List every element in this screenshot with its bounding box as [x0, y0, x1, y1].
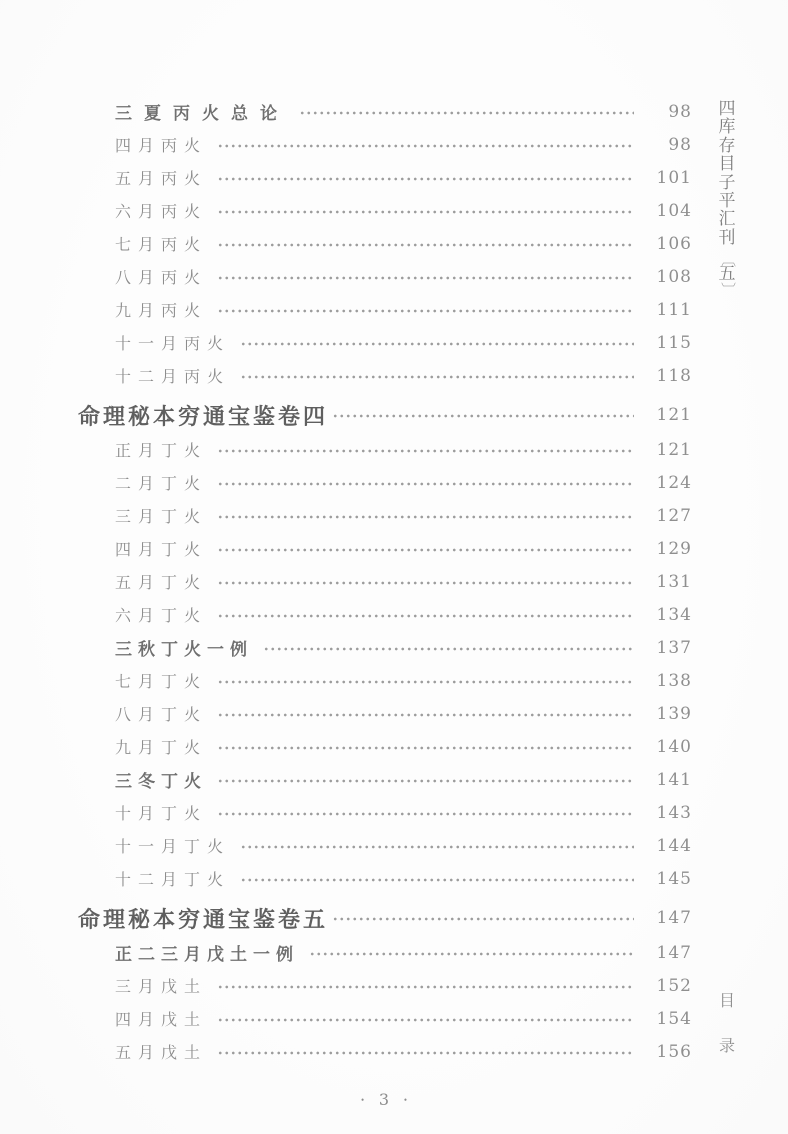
toc-entry-label: 十二月丁火: [115, 872, 231, 889]
toc-entry-page-number: 121: [656, 405, 692, 425]
toc-entry-page-number: 141: [656, 769, 692, 790]
footer-page-number: 3: [378, 1090, 390, 1109]
vertical-char: 目: [718, 993, 735, 1010]
dot-leader: [217, 481, 634, 487]
toc-entry-page-number: 145: [656, 868, 692, 889]
dot-leader: [217, 613, 634, 619]
toc-entry-label: 正二三月戊土一例: [115, 945, 299, 964]
toc-entry-row: [78, 598, 692, 631]
toc-entry-row: [78, 128, 692, 161]
dot-leader: [240, 341, 634, 347]
dot-leader: [217, 580, 634, 586]
toc-entry-row: [78, 763, 692, 796]
toc-entry-row: [78, 95, 692, 128]
dot-leader: [217, 778, 634, 784]
toc-entry-page-number: 98: [668, 134, 692, 155]
dot-leader: [217, 1017, 634, 1023]
toc-entry-label: 十一月丁火: [115, 839, 231, 856]
vertical-char: 〔: [719, 252, 736, 268]
toc-entry-page-number: 134: [656, 604, 692, 625]
toc-entry-label: 三月戊土: [115, 979, 208, 996]
dot-leader: [217, 143, 634, 149]
vertical-char: 汇: [718, 209, 736, 229]
toc-entry-page-number: 127: [656, 505, 692, 526]
toc-entry-label: 正月丁火: [115, 443, 208, 460]
toc-entry-row: [78, 433, 692, 466]
toc-entry-row: [78, 730, 692, 763]
dot-leader: [217, 448, 634, 454]
dot-leader: [217, 984, 634, 990]
toc-entry-page-number: 108: [656, 266, 692, 287]
toc-entry-page-number: 147: [656, 942, 692, 963]
dot-leader: [217, 811, 634, 817]
toc-entry-row: [78, 565, 692, 598]
toc-entry-label: 四月丙火: [115, 138, 208, 155]
toc-entry-label: 六月丙火: [115, 204, 208, 221]
dot-leader: [240, 877, 634, 883]
toc-entry-row: [78, 532, 692, 565]
toc-entry-label: 六月丁火: [115, 608, 208, 625]
toc-list: [78, 95, 692, 1068]
vertical-char: 〕: [719, 281, 736, 297]
vertical-char: 平: [718, 190, 736, 210]
toc-entry-row: [78, 466, 692, 499]
toc-entry-label: 九月丙火: [115, 303, 208, 320]
toc-entry-label: 七月丁火: [115, 674, 208, 691]
toc-entry-page-number: 137: [656, 637, 692, 658]
toc-entry-row: [78, 1035, 692, 1068]
toc-entry-label: 二月丁火: [115, 476, 208, 493]
vertical-char: 五: [718, 264, 736, 284]
dot-leader: [217, 712, 634, 718]
vertical-char: 目: [718, 154, 736, 174]
footer-left-dot: •: [361, 1095, 365, 1105]
corner-section-label: [716, 988, 738, 1056]
toc-entry-label: 命理秘本穷通宝鉴卷五: [78, 906, 329, 932]
toc-entry-page-number: 152: [656, 975, 692, 996]
toc-entry-row: [78, 631, 692, 664]
toc-entry-row: [78, 359, 692, 392]
page-number-footer: [361, 1090, 407, 1110]
toc-entry-page-number: 139: [656, 703, 692, 724]
toc-entry-page-number: 147: [656, 908, 692, 928]
dot-leader: [299, 110, 634, 116]
toc-entry-page-number: 138: [656, 670, 692, 691]
dot-leader: [217, 209, 634, 215]
toc-entry-page-number: 143: [656, 802, 692, 823]
footer-right-dot: •: [403, 1095, 407, 1105]
toc-entry-page-number: 118: [656, 365, 692, 386]
toc-entry-page-number: 154: [656, 1008, 692, 1029]
toc-entry-row: [78, 227, 692, 260]
dot-leader: [217, 275, 634, 281]
toc-entry-page-number: 131: [656, 571, 692, 592]
toc-entry-page-number: 101: [656, 167, 692, 188]
vertical-char: 录: [718, 1038, 735, 1055]
dot-leader: [263, 646, 634, 652]
book-series-title-vertical: [714, 100, 740, 295]
toc-entry-page-number: 111: [656, 299, 692, 320]
dot-leader: [217, 745, 634, 751]
toc-entry-label: 三月丁火: [115, 509, 208, 526]
dot-leader: [309, 951, 634, 957]
vertical-char: 子: [718, 172, 736, 192]
toc-entry-label: 七月丙火: [115, 237, 208, 254]
toc-entry-page-number: 106: [656, 233, 692, 254]
toc-entry-page-number: 140: [656, 736, 692, 757]
toc-entry-label: 十一月丙火: [115, 336, 231, 353]
toc-entry-label: 五月丁火: [115, 575, 208, 592]
toc-entry-page-number: 124: [656, 472, 692, 493]
toc-entry-label: 四月戊土: [115, 1012, 208, 1029]
toc-entry-label: 九月丁火: [115, 740, 208, 757]
toc-entry-row: [78, 936, 692, 969]
toc-entry-label: 命理秘本穷通宝鉴卷四: [78, 403, 329, 429]
toc-entry-page-number: 129: [656, 538, 692, 559]
toc-entry-page-number: 104: [656, 200, 692, 221]
vertical-char: 刊: [718, 227, 736, 247]
toc-entry-label: 八月丁火: [115, 707, 208, 724]
dot-leader: [217, 547, 634, 553]
toc-entry-row: [78, 664, 692, 697]
toc-entry-label: 三夏丙火总论: [115, 104, 289, 123]
toc-entry-label: 三冬丁火: [115, 772, 207, 791]
toc-chapter-row: [78, 397, 692, 433]
vertical-char: 库: [718, 117, 736, 137]
toc-entry-row: [78, 194, 692, 227]
toc-entry-row: [78, 796, 692, 829]
toc-chapter-row: [78, 900, 692, 936]
toc-entry-row: [78, 499, 692, 532]
toc-entry-row: [78, 697, 692, 730]
toc-entry-label: 十二月丙火: [115, 369, 231, 386]
vertical-char: 四: [718, 99, 736, 118]
dot-leader: [217, 308, 634, 314]
toc-entry-label: 五月丙火: [115, 171, 208, 188]
dot-leader: [240, 844, 634, 850]
toc-entry-page-number: 156: [656, 1041, 692, 1062]
dot-leader: [332, 916, 634, 922]
toc-entry-row: [78, 1002, 692, 1035]
dot-leader: [332, 413, 634, 419]
dot-leader: [217, 1050, 634, 1056]
toc-entry-page-number: 98: [668, 101, 692, 122]
toc-entry-row: [78, 862, 692, 895]
toc-entry-row: [78, 969, 692, 1002]
dot-leader: [217, 242, 634, 248]
toc-entry-page-number: 144: [656, 835, 692, 856]
toc-entry-row: [78, 293, 692, 326]
dot-leader: [217, 514, 634, 520]
toc-entry-label: 五月戊土: [115, 1045, 208, 1062]
toc-entry-row: [78, 260, 692, 293]
toc-entry-label: 八月丙火: [115, 270, 208, 287]
toc-entry-row: [78, 829, 692, 862]
dot-leader: [240, 374, 634, 380]
toc-entry-row: [78, 161, 692, 194]
toc-entry-page-number: 115: [656, 332, 692, 353]
toc-entry-label: 十月丁火: [115, 806, 208, 823]
vertical-char: 存: [718, 135, 736, 155]
dot-leader: [217, 176, 634, 182]
toc-entry-page-number: 121: [656, 439, 692, 460]
dot-leader: [217, 679, 634, 685]
toc-entry-row: [78, 326, 692, 359]
toc-entry-label: 三秋丁火一例: [115, 640, 253, 659]
toc-entry-label: 四月丁火: [115, 542, 208, 559]
